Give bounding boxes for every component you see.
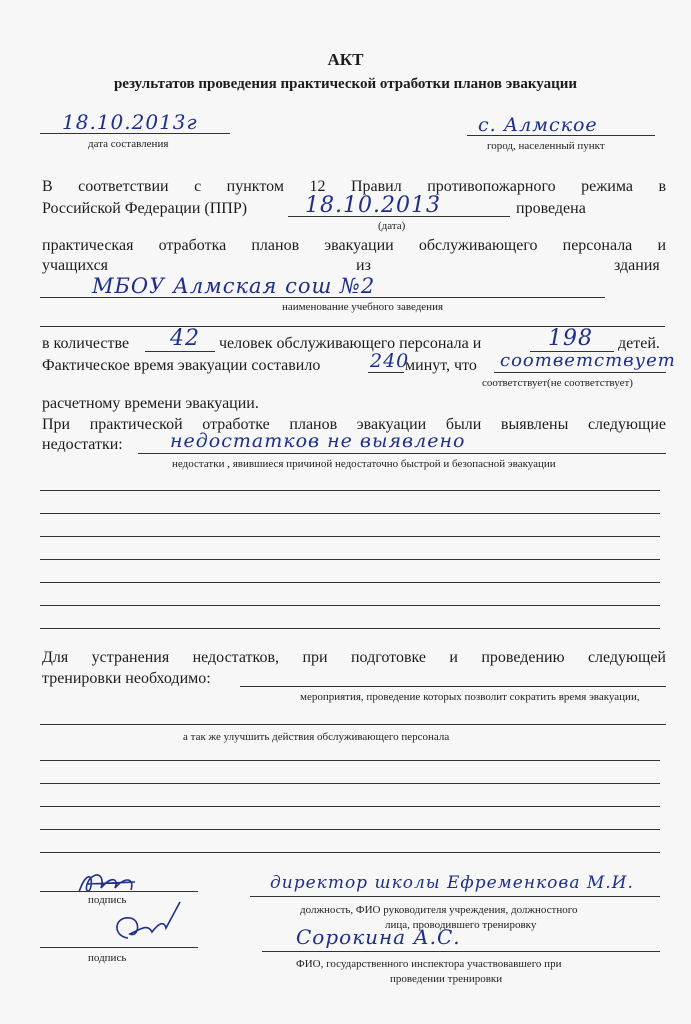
para1-line2-left: Российской Федерации (ППР) [42,200,248,217]
measures-caption: мероприятия, проведение которых позволит сократить время эвакуации, [300,691,640,703]
conform-caption: соответствует(не соответствует) [482,377,633,389]
director-line [250,896,660,897]
para3-line1: При практической отработке планов эвакуации были выявлены следующие [42,416,666,433]
ppr-date-caption: (дата) [378,220,406,232]
director-caption-2: лица, проводившего тренировку [385,919,537,931]
measures-blank-line-5 [40,829,660,830]
para2-time-prefix: Фактическое время эвакуации составило [42,357,321,374]
defects-line [138,453,666,454]
measures-blank-line-3 [40,783,660,784]
para2-count-prefix: в количестве [42,335,130,352]
defects-blank-line-1 [40,490,660,491]
para3-line2-label: недостатки: [42,436,123,453]
place-handwritten: с. Алмское [478,114,598,136]
school-handwritten: МБОУ Алмская сош №2 [92,274,376,298]
sign2-caption: подпись [88,952,127,964]
sign2-line [40,947,198,948]
date-caption: дата составления [88,138,169,150]
para2-time-mid: минут, что [405,357,477,374]
children-count-handwritten: 198 [548,326,593,351]
para2-count-suffix: детей. [618,335,660,352]
para1-line4-c: здания [614,257,660,274]
para1-line4-b: из [356,257,371,274]
time-line [368,372,404,373]
doc-title: АКТ [327,50,364,69]
staff-count-handwritten: 42 [170,326,200,351]
defects-handwritten: недостатков не выявлено [170,430,466,452]
defects-blank-line-5 [40,582,660,583]
inspector-handwritten: Сорокина А.С. [296,925,461,949]
ppr-date-line [288,216,510,217]
defects-blank-line-4 [40,559,660,560]
signature-2 [108,898,188,950]
para4-line1: Для устранения недостатков, при подготовке и проведению следующей [42,649,666,666]
place-line [467,135,655,136]
para1-line2-right: проведена [516,200,586,217]
measures-blank-line [40,724,666,725]
sign1-caption: подпись [88,894,127,906]
director-handwritten: директор школы Ефременкова М.И. [270,873,634,893]
measures-line [240,686,666,687]
ppr-date-handwritten: 18.10.2013 [305,193,441,218]
para2-count-mid: человек обслуживающего персонала и [219,335,482,352]
conform-handwritten: соответствует [500,350,676,371]
para4-line2-label: тренировки необходимо: [42,670,211,687]
defects-blank-line-7 [40,628,660,629]
para2-time-suffix: расчетному времени эвакуации. [42,395,259,412]
defects-blank-line-2 [40,513,660,514]
conform-line [494,372,666,373]
inspector-line [262,951,660,952]
time-handwritten: 240 [370,350,410,372]
date-handwritten: 18.10.2013г [62,110,198,134]
para1-line3: практическая отработка планов эвакуации обслуживающего персонала и [42,237,666,254]
doc-subtitle: результатов проведения практической отработки планов эвакуации [113,76,578,92]
measures-blank-line-4 [40,806,660,807]
school-line [40,297,605,298]
sign1-line [40,891,198,892]
measures-blank-line-2 [40,760,660,761]
staff-caption: а так же улучшить действия обслуживающего персонала [183,731,450,743]
place-caption: город, населенный пункт [487,140,605,152]
inspector-caption-1: ФИО, государственного инспектора участвовавшего при [296,958,562,970]
school-caption: наименование учебного заведения [282,301,444,313]
date-line [40,133,230,134]
inspector-caption-2: проведении тренировки [390,973,503,985]
defects-blank-line-6 [40,605,660,606]
director-caption-1: должность, ФИО руководителя учреждения, должностного [300,904,578,916]
defects-blank-line-3 [40,536,660,537]
para1-line4-a: учащихся [42,257,109,274]
staff-count-line [145,351,215,352]
measures-blank-line-6 [40,852,660,853]
para1-line1: В соответствии с пунктом 12 Правил противопожарного режима в [42,178,666,195]
defects-caption: недостатки , явившиеся причиной недостаточно быстрой и безопасной эвакуации [172,458,556,470]
